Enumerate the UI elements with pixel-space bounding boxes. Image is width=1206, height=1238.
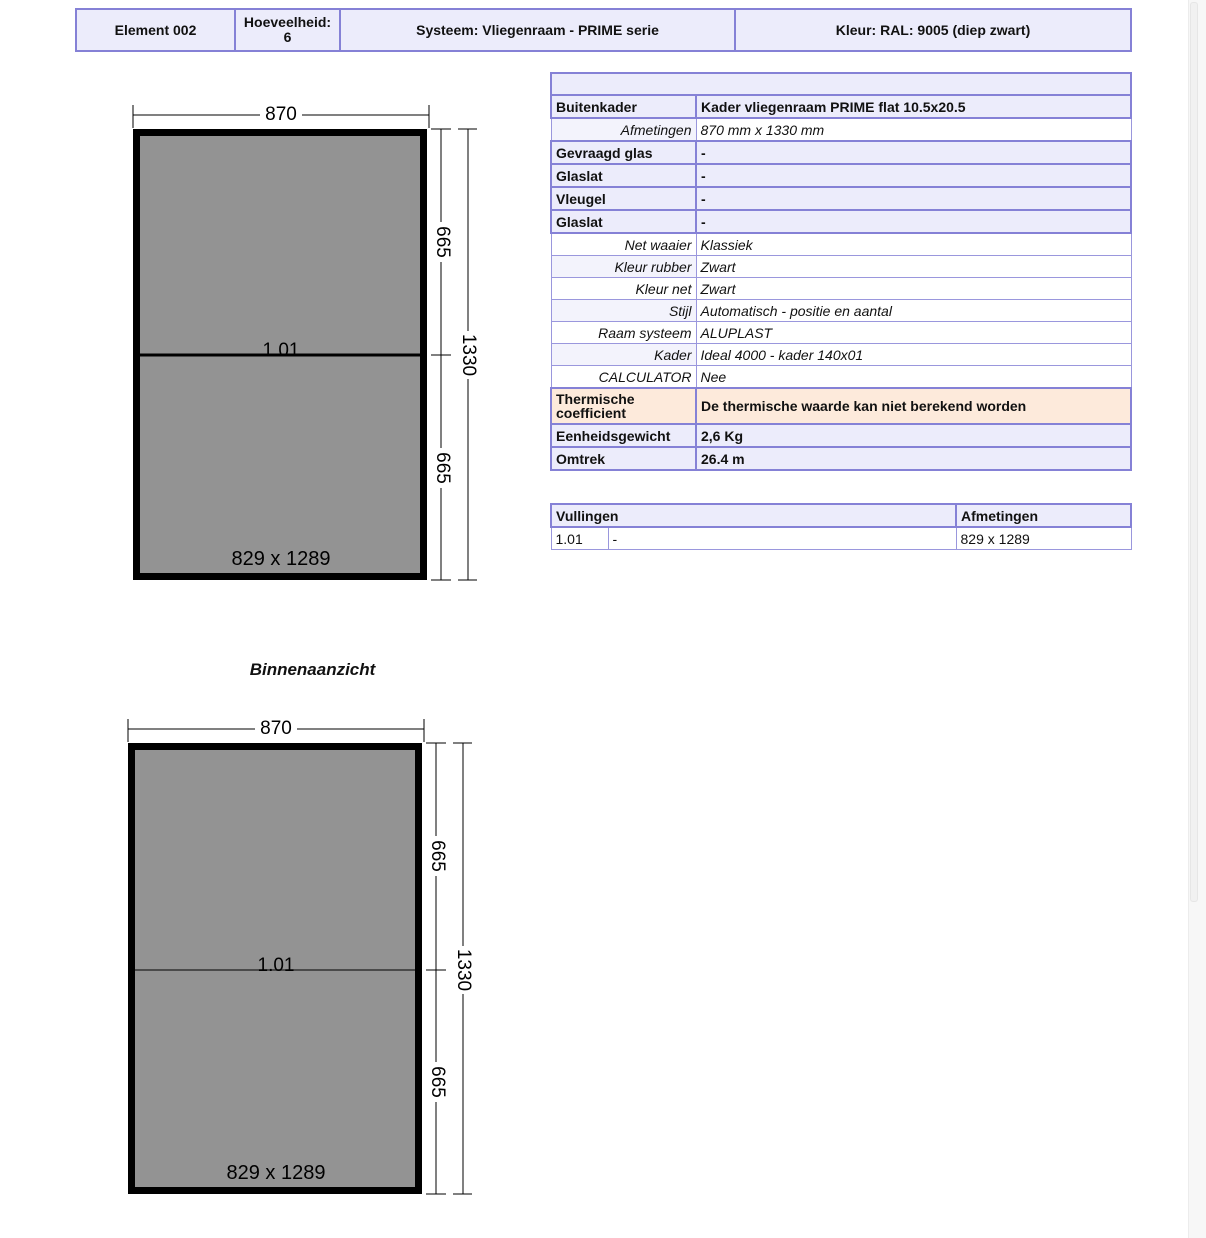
property-key: Vleugel: [551, 187, 696, 210]
filling-id: 1.01: [551, 527, 608, 550]
property-row: [551, 344, 1131, 366]
property-value: Nee: [696, 366, 1131, 389]
property-key: Kleur rubber: [551, 256, 696, 278]
property-value: -: [696, 210, 1131, 233]
window-drawing-front: [125, 98, 485, 588]
property-key: CALCULATOR: [551, 366, 696, 389]
lower-section-dimension: 665: [426, 1066, 448, 1098]
properties-table: [550, 72, 1132, 471]
system-cell: Systeem: Vliegenraam - PRIME serie: [340, 9, 735, 51]
lower-section-dimension: 665: [431, 452, 453, 484]
width-dimension: 870: [260, 718, 292, 739]
quantity-cell: [235, 9, 340, 51]
property-key: Gevraagd glas: [551, 141, 696, 164]
property-value: -: [696, 187, 1131, 210]
property-key: Glaslat: [551, 210, 696, 233]
property-row: [551, 233, 1131, 256]
property-key: Afmetingen: [551, 118, 696, 141]
filling-size: 829 x 1289: [956, 527, 1131, 550]
property-value: De thermische waarde kan niet berekend worden: [696, 388, 1131, 424]
height-dimension: 1330: [457, 333, 479, 377]
property-value: 2,6 Kg: [696, 424, 1131, 447]
property-key: Stijl: [551, 300, 696, 322]
property-key: Omtrek: [551, 447, 696, 470]
property-row: [551, 322, 1131, 344]
quantity-value: 6: [283, 29, 292, 45]
property-value: Zwart: [696, 256, 1131, 278]
property-value: -: [696, 141, 1131, 164]
property-value: Automatisch - positie en aantal: [696, 300, 1131, 322]
property-row: [551, 256, 1131, 278]
property-row: [551, 447, 1131, 470]
fillings-header-label: Vullingen: [551, 504, 956, 527]
element-id: Element 002: [76, 9, 235, 51]
property-row: [551, 388, 1131, 424]
fillings-header-row: [551, 504, 1131, 527]
property-key: Kader: [551, 344, 696, 366]
upper-section-dimension: 665: [426, 840, 448, 872]
property-row: [551, 300, 1131, 322]
property-row: [551, 95, 1131, 118]
property-row: [551, 366, 1131, 389]
property-row: [551, 118, 1131, 141]
property-value: Klassiek: [696, 233, 1131, 256]
panel-label: 1.01: [262, 340, 300, 361]
inner-size-label: 829 x 1289: [226, 1162, 326, 1184]
property-row: [551, 187, 1131, 210]
property-key: Glaslat: [551, 164, 696, 187]
element-header: [75, 8, 1132, 52]
property-value: ALUPLAST: [696, 322, 1131, 344]
window-drawing-inside: [120, 712, 480, 1202]
property-row: [551, 210, 1131, 233]
property-row: [551, 141, 1131, 164]
property-row: [551, 424, 1131, 447]
property-row: [551, 278, 1131, 300]
property-key: Net waaier: [551, 233, 696, 256]
property-key: Thermische coefficient: [551, 388, 696, 424]
property-key: Eenheidsgewicht: [551, 424, 696, 447]
property-value: 26.4 m: [696, 447, 1131, 470]
filling-row: [551, 527, 1131, 550]
color-cell: Kleur: RAL: 9005 (diep zwart): [735, 9, 1131, 51]
scrollbar-thumb[interactable]: [1190, 2, 1198, 902]
property-key: Raam systeem: [551, 322, 696, 344]
view-caption: Binnenaanzicht: [249, 660, 376, 679]
property-value: -: [696, 164, 1131, 187]
height-dimension: 1330: [452, 948, 474, 992]
property-value: 870 mm x 1330 mm: [696, 118, 1131, 141]
property-key: Buitenkader: [551, 95, 696, 118]
property-value: Kader vliegenraam PRIME flat 10.5x20.5: [696, 95, 1131, 118]
properties-title-row: [551, 73, 1131, 95]
property-value: Zwart: [696, 278, 1131, 300]
panel-label: 1.01: [257, 955, 295, 976]
width-dimension: 870: [265, 104, 297, 125]
quantity-label: Hoeveelheid:: [243, 14, 332, 30]
inner-size-label: 829 x 1289: [231, 548, 331, 570]
upper-section-dimension: 665: [431, 226, 453, 258]
property-row: [551, 164, 1131, 187]
filling-desc: -: [608, 527, 956, 550]
property-value: Ideal 4000 - kader 140x01: [696, 344, 1131, 366]
property-key: Kleur net: [551, 278, 696, 300]
fillings-size-header: Afmetingen: [956, 504, 1131, 527]
fillings-table: [550, 503, 1132, 550]
